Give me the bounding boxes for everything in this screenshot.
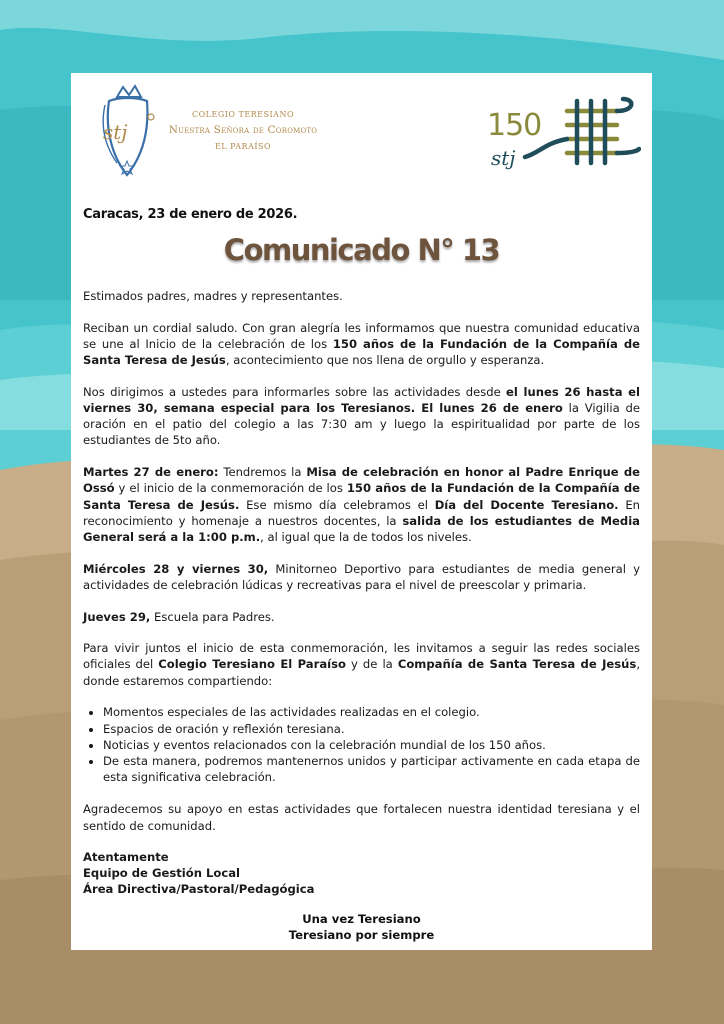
document-body [83, 288, 640, 897]
list-item: • Noticias y eventos relacionados con la celebración mundial de los 150 años. [103, 737, 640, 753]
svg-text:stj: stj [103, 120, 128, 144]
greeting: Estimados padres, madres y representantes. [83, 289, 343, 303]
signature-line: Atentamente [83, 850, 169, 865]
motto-line: Teresiano por siempre [288, 928, 435, 942]
document-date: Caracas, 23 de enero de 2026. [83, 207, 298, 222]
document-title: Comunicado N° 13 [223, 233, 500, 267]
school-crest-logo [97, 83, 157, 183]
signature-block [83, 849, 640, 897]
paragraph-social-media: Para vivir juntos el inicio de esta conmemoración, les invitamos a seguir las redes sociales oficiales del Colegio Teresiano El Paraíso y de la Compañía de Santa Teresa de Jesús, donde estaremos compartiendo: [83, 641, 641, 688]
paragraph-wednesday-friday: Miércoles 28 y viernes 30, Minitorneo Deportivo para estudiantes de media general y actividades de celebración lúdicas y recreativas para el nivel de preescolar y primaria. [83, 561, 640, 592]
svg-text:150: 150 [487, 108, 542, 143]
motto-line: Una vez Teresiano [302, 912, 421, 926]
school-name-line2: Nuestra Señora de Coromoto [168, 124, 318, 136]
list-item: • De esta manera, podremos mantenernos unidos y participar activamente en cada etapa de esta significativa celebración. [103, 753, 640, 785]
list-item: • Momentos especiales de las actividades realizadas en el colegio. [103, 704, 640, 720]
paragraph-thursday: Jueves 29, Escuela para Padres. [83, 609, 275, 624]
paragraph-tuesday: Martes 27 de enero: Tendremos la Misa de celebración en honor al Padre Enrique de Ossó y el inicio de la conmemoración de los 150 años de la Fundación de la Compañía de Santa Teresa de Jesús. Ese mismo día celebramos el Día del Docente Teresiano. En reconocimiento y homenaje a nuestros docentes, la salida de los estudiantes de Media General será a la 1:00 p.m., al igual que la de todos los niveles. [83, 465, 641, 544]
list-item: • Espacios de oración y reflexión teresiana. [103, 721, 640, 737]
document-page [71, 73, 652, 950]
bullet-list [83, 704, 640, 785]
signature-line: Equipo de Gestión Local [83, 866, 241, 881]
paragraph-thanks: Agradecemos su apoyo en estas actividades que fortalecen nuestra identidad teresiana y el sentido de comunidad. [83, 802, 640, 833]
school-name-line3: EL PARAÍSO [214, 142, 272, 151]
motto [71, 911, 652, 943]
school-name-line1: COLEGIO TERESIANO [192, 110, 294, 119]
signature-line: Área Directiva/Pastoral/Pedagógica [83, 882, 315, 897]
paragraph-week-activities: Nos dirigimos a ustedes para informarles sobre las actividades desde el lunes 26 hasta el viernes 30, semana especial para los Teresianos. El lunes 26 de enero la Vigilia de oración en el patio del colegio a las 7:30 am y luego la espiritualidad por parte de los estudiantes de 5to año. [83, 384, 640, 448]
anniversary-150-logo [485, 91, 641, 173]
paragraph-intro: Reciban un cordial saludo. Con gran alegría les informamos que nuestra comunidad educativa se une al Inicio de la celebración de los 150 años de la Fundación de la Compañía de Santa Teresa de Jesús, acontecimiento que nos llena de orgullo y esperanza. [83, 320, 640, 368]
school-name [163, 110, 323, 151]
svg-text:stj: stj [491, 146, 516, 170]
